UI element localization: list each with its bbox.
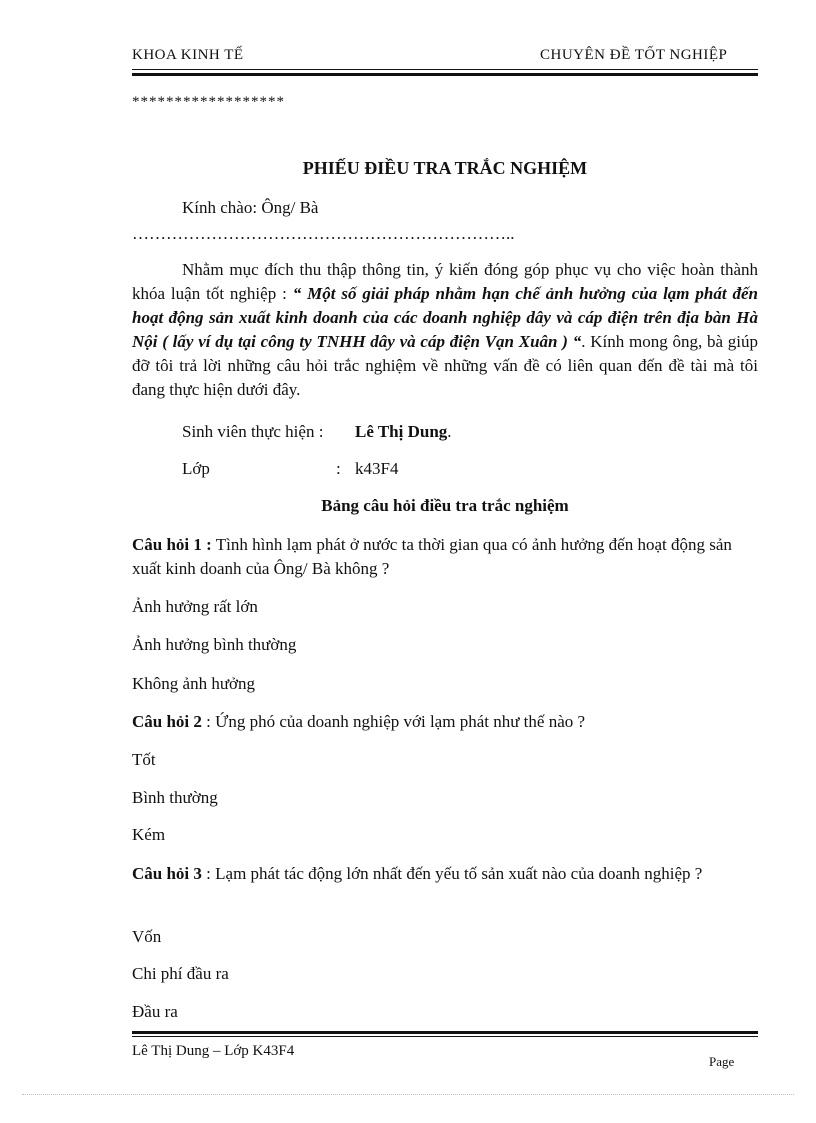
dots-line: ………………………………………………………….. xyxy=(132,224,515,243)
question-1-label: Câu hỏi 1 : xyxy=(132,535,212,554)
footer-left: Lê Thị Dung – Lớp K43F4 xyxy=(132,1043,295,1059)
question-2-option-1: Tốt xyxy=(132,750,156,769)
intro-paragraph xyxy=(132,258,758,402)
question-1 xyxy=(132,533,758,581)
header-rule-thick xyxy=(132,73,758,76)
table-title: Bảng câu hỏi điều tra trắc nghiệm xyxy=(321,496,569,515)
question-2-text: : Ứng phó của doanh nghiệp với lạm phát như thế nào ? xyxy=(201,712,586,731)
footer-rule-thick xyxy=(132,1031,758,1034)
question-3-text: : Lạm phát tác động lớn nhất đến yếu tố sản xuất nào của doanh nghiệp ? xyxy=(201,864,703,883)
header-rule-thin xyxy=(132,69,758,70)
stars-line: ****************** xyxy=(132,94,285,110)
student-label: Sinh viên thực hiện : xyxy=(182,422,324,441)
document-title: PHIẾU ĐIỀU TRA TRẮC NGHIỆM xyxy=(302,158,588,178)
question-1-option-3: Không ảnh hưởng xyxy=(132,674,256,693)
student-name-line xyxy=(355,420,452,444)
class-value: k43F4 xyxy=(355,459,399,478)
intro-text-2: . Kính mong ông, bà giúp đỡ tôi trả lời những câu hỏi trắc nghiệm về những vấn đề có liên quan đến đề tài mà tôi đang thực hiện dưới đây. xyxy=(132,332,758,399)
question-3-option-1: Vốn xyxy=(132,927,162,946)
class-label: Lớp xyxy=(182,459,210,478)
question-2-option-2: Bình thường xyxy=(132,788,218,807)
student-name: Lê Thị Dung xyxy=(355,422,448,441)
question-2 xyxy=(132,710,758,734)
question-1-text: Tình hình lạm phát ở nước ta thời gian qua có ảnh hưởng đến hoạt động sản xuất kinh doanh của Ông/ Bà không ? xyxy=(132,535,732,578)
question-3-option-3: Đầu ra xyxy=(132,1002,178,1021)
question-3-option-2: Chi phí đầu ra xyxy=(132,964,229,983)
question-2-option-3: Kém xyxy=(132,825,166,844)
question-1-option-2: Ảnh hưởng bình thường xyxy=(132,635,297,654)
intro-text-1: Nhằm mục đích thu thập thông tin, ý kiến đóng góp phục vụ cho việc hoàn thành khóa luận tốt nghiệp : xyxy=(132,260,758,303)
greeting: Kính chào: Ông/ Bà xyxy=(182,198,319,217)
thesis-title: “ Một số giải pháp nhằm hạn chế ảnh hưởng của lạm phát đến hoạt động sản xuất kinh doanh của các doanh nghiệp dây và cáp điện trên địa bàn Hà Nội ( lấy ví dụ tại công ty TNHH dây và cáp điện Vạn Xuân ) “ xyxy=(132,284,758,351)
question-1-option-1: Ảnh hưởng rất lớn xyxy=(132,597,258,616)
header-left: KHOA KINH TẾ xyxy=(132,47,244,63)
student-name-suffix: . xyxy=(447,422,452,441)
question-3 xyxy=(132,862,758,886)
page-break-line xyxy=(22,1094,794,1095)
class-colon: : xyxy=(336,459,341,478)
header-right: CHUYÊN ĐỀ TỐT NGHIỆP xyxy=(540,47,728,63)
footer-page-label: Page xyxy=(709,1054,735,1069)
question-3-label: Câu hỏi 3 xyxy=(132,864,202,883)
question-2-label: Câu hỏi 2 xyxy=(132,712,202,731)
footer-rule-thin xyxy=(132,1036,758,1037)
